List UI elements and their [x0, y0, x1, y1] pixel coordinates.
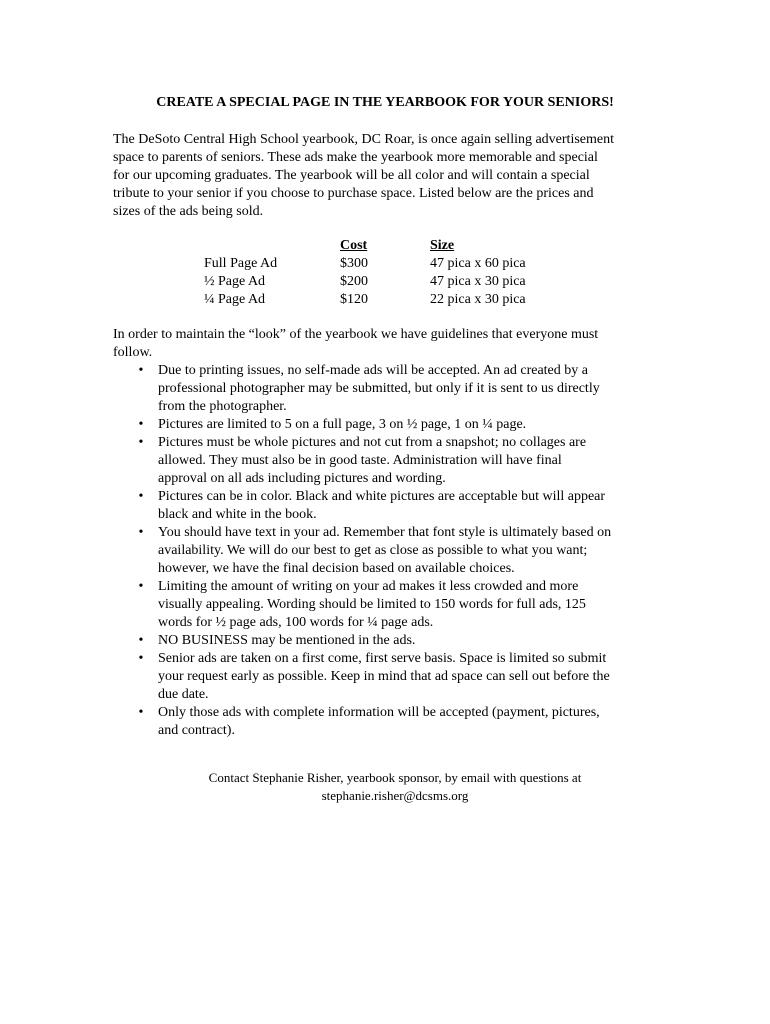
ad-cost: $300 — [340, 256, 368, 271]
contact-email: stephanie.risher@dcsms.org — [321, 788, 469, 803]
list-item — [113, 632, 673, 650]
bullet-icon: • — [138, 525, 144, 540]
header-blank — [204, 237, 340, 255]
ad-cost: $120 — [340, 292, 368, 307]
list-item-line: availability. We will do our best to get as close as possible to what you want; — [158, 543, 588, 558]
list-item-line: Only those ads with complete information will be accepted (payment, pictures, — [158, 705, 600, 720]
ad-size: 47 pica x 60 pica — [430, 256, 526, 271]
guidelines-list — [113, 362, 673, 740]
bullet-icon: • — [138, 435, 144, 450]
list-item-line: words for ½ page ads, 100 words for ¼ page ads. — [158, 615, 434, 630]
intro-line: space to parents of seniors. These ads make the yearbook more memorable and special — [113, 150, 598, 165]
guidelines-intro-line: follow. — [113, 345, 153, 360]
list-item-line: Senior ads are taken on a first come, first serve basis. Space is limited so submit — [158, 651, 607, 666]
bullet-icon: • — [138, 579, 144, 594]
ad-type: ½ Page Ad — [204, 274, 266, 289]
contact-info — [0, 769, 770, 805]
list-item-line: your request early as possible. Keep in mind that ad space can sell out before the — [158, 669, 610, 684]
bullet-icon: • — [138, 417, 144, 432]
list-item-line: from the photographer. — [158, 399, 287, 414]
bullet-icon: • — [138, 363, 144, 378]
price-row — [204, 255, 590, 273]
list-item-line: You should have text in your ad. Remember that font style is ultimately based on — [158, 525, 612, 540]
list-item — [113, 578, 673, 632]
intro-line: tribute to your senior if you choose to purchase space. Listed below are the prices and — [113, 186, 594, 201]
list-item-line: Due to printing issues, no self-made ads will be accepted. An ad created by a — [158, 363, 588, 378]
ad-size: 47 pica x 30 pica — [430, 274, 526, 289]
intro-line: The DeSoto Central High School yearbook, DC Roar, is once again selling advertisement — [113, 132, 614, 147]
list-item-line: Pictures must be whole pictures and not cut from a snapshot; no collages are — [158, 435, 587, 450]
contact-line: Contact Stephanie Risher, yearbook sponsor, by email with questions at — [208, 770, 582, 785]
bullet-icon: • — [138, 489, 144, 504]
list-item-line: allowed. They must also be in good taste. Administration will have final — [158, 453, 562, 468]
list-item-line: and contract). — [158, 723, 235, 738]
guidelines-intro — [113, 326, 673, 362]
price-row — [204, 291, 590, 309]
list-item-line: Pictures are limited to 5 on a full page, 3 on ½ page, 1 on ¼ page. — [158, 417, 527, 432]
ad-type: Full Page Ad — [204, 256, 278, 271]
list-item — [113, 704, 673, 740]
list-item — [113, 650, 673, 704]
list-item-line: professional photographer may be submitted, but only if it is sent to us directly — [158, 381, 600, 396]
list-item-line: however, we have the final decision based on available choices. — [158, 561, 515, 576]
list-item — [113, 362, 673, 416]
list-item-line: Pictures can be in color. Black and white pictures are acceptable but will appear — [158, 489, 606, 504]
intro-line: sizes of the ads being sold. — [113, 204, 264, 219]
price-row — [204, 273, 590, 291]
list-item — [113, 434, 673, 488]
ad-cost: $200 — [340, 274, 368, 289]
list-item-line: NO BUSINESS may be mentioned in the ads. — [158, 633, 416, 648]
intro-line: for our upcoming graduates. The yearbook will be all color and will contain a special — [113, 168, 590, 183]
list-item-line: black and white in the book. — [158, 507, 317, 522]
list-item — [113, 524, 673, 578]
price-table-header — [204, 237, 590, 255]
bullet-icon: • — [138, 633, 144, 648]
ad-size: 22 pica x 30 pica — [430, 292, 526, 307]
header-cost: Cost — [340, 238, 368, 253]
guidelines-intro-line: In order to maintain the “look” of the yearbook we have guidelines that everyone must — [113, 327, 599, 342]
page-title: CREATE A SPECIAL PAGE IN THE YEARBOOK FOR YOUR SENIORS! — [156, 95, 614, 110]
header-size: Size — [430, 238, 455, 253]
list-item — [113, 416, 673, 434]
list-item-line: due date. — [158, 687, 209, 702]
bullet-icon: • — [138, 705, 144, 720]
bullet-icon: • — [138, 651, 144, 666]
list-item — [113, 488, 673, 524]
ad-type: ¼ Page Ad — [204, 292, 266, 307]
price-table — [204, 237, 590, 309]
intro-paragraph — [113, 131, 673, 221]
list-item-line: visually appealing. Wording should be limited to 150 words for full ads, 125 — [158, 597, 586, 612]
list-item-line: Limiting the amount of writing on your ad makes it less crowded and more — [158, 579, 579, 594]
list-item-line: approval on all ads including pictures and wording. — [158, 471, 446, 486]
